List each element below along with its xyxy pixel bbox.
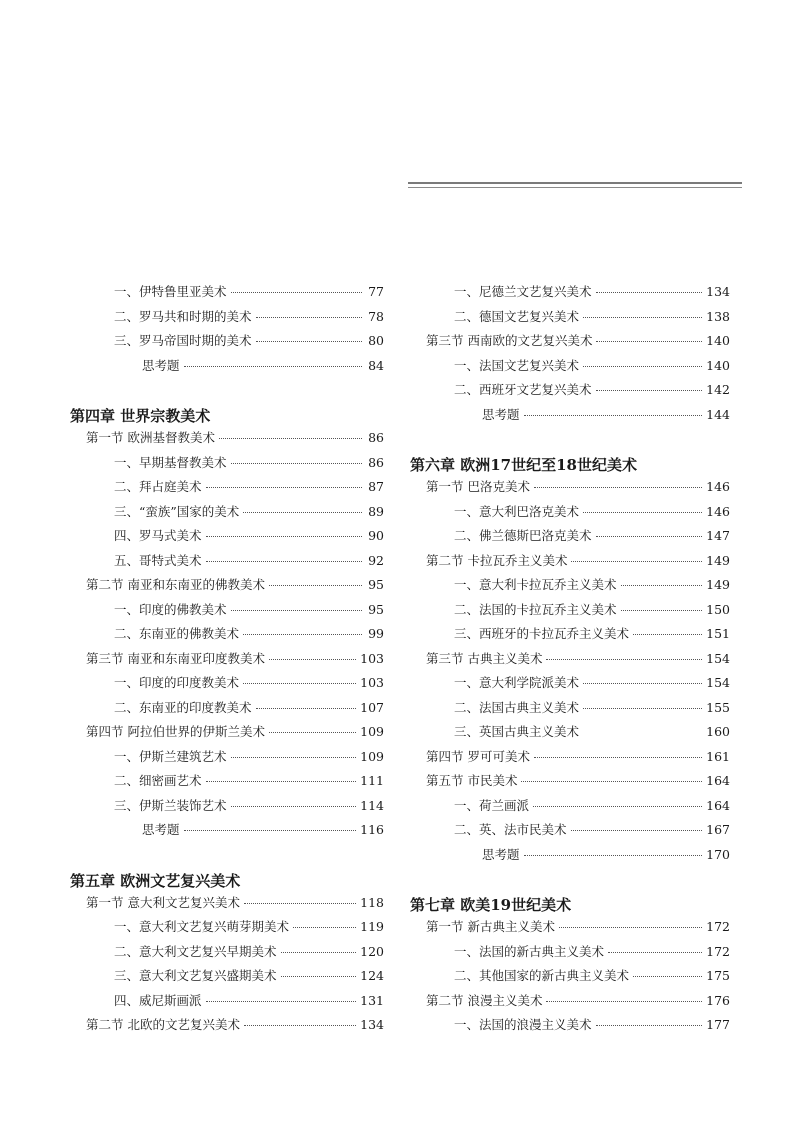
entry-page: 176 — [706, 992, 730, 1008]
entry-page: 116 — [360, 822, 384, 837]
leader-dots — [571, 560, 702, 562]
toc-section[interactable] — [70, 1015, 384, 1040]
leader-dots — [206, 486, 362, 488]
toc-entry[interactable] — [410, 502, 730, 527]
entry-page: 164 — [706, 797, 730, 813]
entry-page: 109 — [360, 748, 384, 764]
entry-title: 一、意大利卡拉瓦乔主义美术 — [454, 577, 617, 592]
toc-section[interactable] — [410, 649, 730, 674]
toc-entry[interactable] — [410, 966, 730, 991]
toc-entry[interactable] — [410, 380, 730, 405]
entry-title: 第一节 巴洛克美术 — [426, 479, 530, 494]
leader-dots — [231, 462, 362, 464]
entry-page: 124 — [360, 968, 384, 983]
toc-entry-questions[interactable] — [70, 356, 384, 381]
leader-dots — [269, 584, 362, 586]
toc-section[interactable] — [410, 551, 730, 576]
entry-title: 二、意大利文艺复兴早期美术 — [114, 943, 277, 959]
entry-page: 103 — [360, 650, 384, 666]
leader-dots — [633, 633, 702, 635]
entry-page: 138 — [706, 308, 730, 324]
toc-entry[interactable] — [70, 331, 384, 356]
entry-title: 三、西班牙的卡拉瓦乔主义美术 — [454, 626, 630, 641]
entry-title: 三、“蛮族”国家的美术 — [114, 503, 240, 519]
leader-dots — [281, 975, 357, 977]
leader-dots — [596, 340, 702, 342]
entry-title: 一、印度的佛教美术 — [114, 601, 227, 617]
toc-entry[interactable] — [410, 282, 730, 307]
entry-page: 95 — [368, 577, 384, 592]
entry-title: 三、意大利文艺复兴盛期美术 — [114, 968, 277, 983]
entry-page: 107 — [360, 699, 384, 715]
entry-title: 一、法国文艺复兴美术 — [454, 357, 580, 373]
entry-page: 164 — [706, 773, 730, 788]
entry-title: 一、印度的印度教美术 — [114, 675, 240, 690]
entry-page: 160 — [706, 724, 730, 739]
entry-page: 99 — [368, 626, 384, 641]
toc-section[interactable] — [70, 575, 384, 600]
entry-page: 114 — [360, 797, 384, 813]
entry-page: 111 — [360, 773, 384, 788]
leader-dots — [256, 707, 357, 709]
toc-right-column — [410, 282, 730, 1040]
leader-dots — [524, 414, 703, 416]
toc-entry[interactable] — [70, 966, 384, 991]
entry-title: 第三节 西南欧的文艺复兴美术 — [426, 333, 593, 348]
entry-page: 146 — [706, 479, 730, 494]
toc-entry[interactable] — [410, 307, 730, 332]
leader-dots — [219, 437, 362, 439]
toc-entry[interactable] — [70, 477, 384, 502]
leader-dots — [534, 756, 702, 758]
toc-entry-questions[interactable] — [70, 820, 384, 845]
leader-dots — [621, 584, 703, 586]
toc-entry[interactable] — [410, 624, 730, 649]
toc-entry[interactable] — [410, 820, 730, 845]
entry-page: 167 — [706, 822, 730, 837]
entry-page: 103 — [360, 675, 384, 690]
entry-title: 一、荷兰画派 — [454, 797, 530, 813]
leader-dots — [583, 316, 702, 318]
entry-page: 172 — [706, 943, 730, 959]
entry-title: 一、法国的浪漫主义美术 — [454, 1017, 592, 1032]
entry-title: 三、英国古典主义美术 — [454, 724, 580, 739]
leader-dots — [206, 1000, 357, 1002]
toc-section[interactable] — [70, 722, 384, 747]
entry-page: 90 — [368, 528, 384, 543]
toc-entry[interactable] — [70, 771, 384, 796]
entry-title: 第四节 阿拉伯世界的伊斯兰美术 — [86, 724, 265, 739]
toc-entry[interactable] — [410, 575, 730, 600]
entry-title: 四、罗马式美术 — [114, 528, 202, 543]
toc-entry[interactable] — [410, 526, 730, 551]
leader-dots — [596, 1024, 703, 1026]
entry-title: 二、细密画艺术 — [114, 773, 202, 788]
leader-dots — [231, 805, 357, 807]
entry-page: 155 — [706, 699, 730, 715]
entry-title: 五、哥特式美术 — [114, 552, 202, 568]
chapter-title[interactable]: 第七章 欧美19世纪美术 — [410, 896, 572, 914]
toc-entry[interactable] — [70, 624, 384, 649]
entry-page: 161 — [706, 748, 730, 764]
entry-page: 142 — [706, 382, 730, 397]
toc-entry[interactable] — [410, 356, 730, 381]
entry-page: 140 — [706, 357, 730, 373]
entry-page: 131 — [360, 992, 384, 1008]
entry-page: 84 — [368, 357, 384, 373]
leader-dots — [533, 805, 702, 807]
entry-title: 第一节 意大利文艺复兴美术 — [86, 894, 240, 910]
toc-entry[interactable] — [70, 307, 384, 332]
toc-entry[interactable] — [410, 673, 730, 698]
leader-dots — [583, 707, 702, 709]
entry-title: 思考题 — [142, 822, 180, 837]
entry-page: 80 — [368, 333, 384, 348]
leader-dots — [206, 535, 362, 537]
entry-title: 第五节 市民美术 — [426, 773, 518, 788]
entry-page: 134 — [360, 1017, 384, 1032]
entry-page: 144 — [706, 406, 730, 422]
entry-page: 120 — [360, 943, 384, 959]
toc-left-column — [70, 282, 384, 1040]
toc-entry[interactable] — [70, 747, 384, 772]
toc-section[interactable] — [410, 771, 730, 796]
entry-title: 二、拜占庭美术 — [114, 479, 202, 494]
entry-title: 二、东南亚的佛教美术 — [114, 626, 240, 641]
entry-title: 第二节 南亚和东南亚的佛教美术 — [86, 577, 265, 592]
entry-page: 150 — [706, 601, 730, 617]
entry-page: 119 — [360, 919, 384, 934]
leader-dots — [583, 511, 702, 513]
leader-dots — [583, 731, 702, 733]
entry-title: 二、佛兰德斯巴洛克美术 — [454, 528, 592, 543]
entry-title: 第三节 古典主义美术 — [426, 650, 543, 666]
entry-page: 177 — [706, 1017, 730, 1032]
leader-dots — [521, 780, 702, 782]
entry-page: 77 — [368, 284, 384, 299]
leader-dots — [231, 756, 357, 758]
entry-title: 三、罗马帝国时期的美术 — [114, 333, 252, 348]
entry-page: 92 — [368, 552, 384, 568]
chapter-title[interactable]: 第六章 欧洲17世纪至18世纪美术 — [410, 456, 637, 474]
header-rule-thin — [408, 187, 742, 188]
leader-dots — [243, 511, 362, 513]
leader-dots — [596, 389, 703, 391]
entry-page: 154 — [706, 650, 730, 666]
header-rule-thick — [408, 182, 742, 184]
entry-page: 86 — [368, 430, 384, 445]
leader-dots — [596, 535, 703, 537]
entry-title: 二、罗马共和时期的美术 — [114, 308, 252, 324]
toc-entry[interactable] — [70, 453, 384, 478]
toc-entry[interactable] — [410, 1015, 730, 1040]
toc-entry-questions[interactable] — [410, 845, 730, 870]
leader-dots — [244, 1024, 356, 1026]
leader-dots — [633, 975, 702, 977]
entry-title: 第二节 卡拉瓦乔主义美术 — [426, 552, 568, 568]
toc-section[interactable] — [410, 331, 730, 356]
leader-dots — [524, 854, 703, 856]
entry-page: 89 — [368, 503, 384, 519]
leader-dots — [256, 316, 362, 318]
leader-dots — [583, 682, 702, 684]
toc-entry[interactable] — [410, 600, 730, 625]
leader-dots — [583, 365, 702, 367]
leader-dots — [269, 731, 356, 733]
entry-page: 95 — [368, 601, 384, 617]
toc-entry[interactable] — [70, 282, 384, 307]
entry-title: 二、其他国家的新古典主义美术 — [454, 968, 630, 983]
entry-page: 109 — [360, 724, 384, 739]
toc-section[interactable] — [70, 893, 384, 918]
entry-title: 二、法国的卡拉瓦乔主义美术 — [454, 601, 617, 617]
chapter-title[interactable]: 第四章 世界宗教美术 — [70, 407, 211, 425]
toc-entry[interactable] — [410, 796, 730, 821]
toc-entry[interactable] — [70, 600, 384, 625]
toc-entry[interactable] — [70, 526, 384, 551]
entry-title: 二、英、法市民美术 — [454, 822, 567, 837]
leader-dots — [256, 340, 362, 342]
toc-entry[interactable] — [70, 551, 384, 576]
leader-dots — [559, 926, 702, 928]
entry-page: 149 — [706, 577, 730, 592]
toc-entry-questions[interactable] — [410, 405, 730, 430]
leader-dots — [206, 780, 357, 782]
entry-title: 第二节 浪漫主义美术 — [426, 992, 543, 1008]
entry-page: 170 — [706, 846, 730, 862]
entry-page: 151 — [706, 626, 730, 641]
toc-entry[interactable] — [70, 698, 384, 723]
toc-entry[interactable] — [410, 942, 730, 967]
toc-entry[interactable] — [70, 942, 384, 967]
entry-title: 二、东南亚的印度教美术 — [114, 699, 252, 715]
leader-dots — [206, 560, 362, 562]
leader-dots — [244, 902, 356, 904]
entry-title: 四、威尼斯画派 — [114, 992, 202, 1008]
toc-entry[interactable] — [70, 991, 384, 1016]
entry-page: 147 — [706, 528, 730, 543]
entry-title: 思考题 — [482, 406, 520, 422]
entry-title: 第一节 欧洲基督教美术 — [86, 430, 215, 445]
entry-title: 一、意大利巴洛克美术 — [454, 503, 580, 519]
entry-title: 二、德国文艺复兴美术 — [454, 308, 580, 324]
toc-section[interactable] — [410, 477, 730, 502]
leader-dots — [293, 926, 356, 928]
entry-title: 思考题 — [482, 846, 520, 862]
toc-section[interactable] — [410, 917, 730, 942]
entry-title: 第四节 罗可可美术 — [426, 748, 530, 764]
entry-title: 思考题 — [142, 357, 180, 373]
entry-title: 一、伊斯兰建筑艺术 — [114, 748, 227, 764]
entry-page: 86 — [368, 454, 384, 470]
toc-section[interactable] — [410, 991, 730, 1016]
toc-entry[interactable] — [410, 698, 730, 723]
leader-dots — [184, 365, 362, 367]
leader-dots — [231, 609, 362, 611]
toc-entry[interactable] — [70, 796, 384, 821]
entry-page: 87 — [368, 479, 384, 494]
entry-page: 146 — [706, 503, 730, 519]
entry-title: 三、伊斯兰装饰艺术 — [114, 797, 227, 813]
leader-dots — [243, 682, 356, 684]
entry-title: 一、尼德兰文艺复兴美术 — [454, 284, 592, 299]
entry-page: 118 — [360, 894, 384, 910]
leader-dots — [243, 633, 362, 635]
leader-dots — [608, 951, 702, 953]
chapter-title[interactable]: 第五章 欧洲文艺复兴美术 — [70, 871, 241, 890]
entry-title: 一、意大利学院派美术 — [454, 675, 580, 690]
entry-title: 二、西班牙文艺复兴美术 — [454, 382, 592, 397]
toc-section[interactable] — [70, 428, 384, 453]
toc-section[interactable] — [410, 747, 730, 772]
leader-dots — [571, 829, 703, 831]
toc-entry[interactable] — [70, 502, 384, 527]
toc-entry[interactable] — [410, 722, 730, 747]
toc-entry[interactable] — [70, 917, 384, 942]
leader-dots — [184, 829, 357, 831]
leader-dots — [596, 291, 703, 293]
entry-title: 第三节 南亚和东南亚印度教美术 — [86, 650, 265, 666]
leader-dots — [546, 1000, 702, 1002]
entry-title: 第二节 北欧的文艺复兴美术 — [86, 1017, 240, 1032]
entry-title: 一、早期基督教美术 — [114, 454, 227, 470]
entry-page: 78 — [368, 308, 384, 324]
entry-page: 134 — [706, 284, 730, 299]
toc-section[interactable] — [70, 649, 384, 674]
leader-dots — [281, 951, 357, 953]
leader-dots — [534, 486, 702, 488]
entry-title: 二、法国古典主义美术 — [454, 699, 580, 715]
leader-dots — [231, 291, 362, 293]
entry-title: 第一节 新古典主义美术 — [426, 919, 555, 934]
leader-dots — [621, 609, 703, 611]
entry-title: 一、意大利文艺复兴萌芽期美术 — [114, 919, 290, 934]
entry-title: 一、法国的新古典主义美术 — [454, 943, 605, 959]
entry-title: 一、伊特鲁里亚美术 — [114, 284, 227, 299]
entry-page: 149 — [706, 552, 730, 568]
entry-page: 140 — [706, 333, 730, 348]
entry-page: 175 — [706, 968, 730, 983]
entry-page: 172 — [706, 919, 730, 934]
leader-dots — [546, 658, 702, 660]
leader-dots — [269, 658, 356, 660]
entry-page: 154 — [706, 675, 730, 690]
toc-entry[interactable] — [70, 673, 384, 698]
